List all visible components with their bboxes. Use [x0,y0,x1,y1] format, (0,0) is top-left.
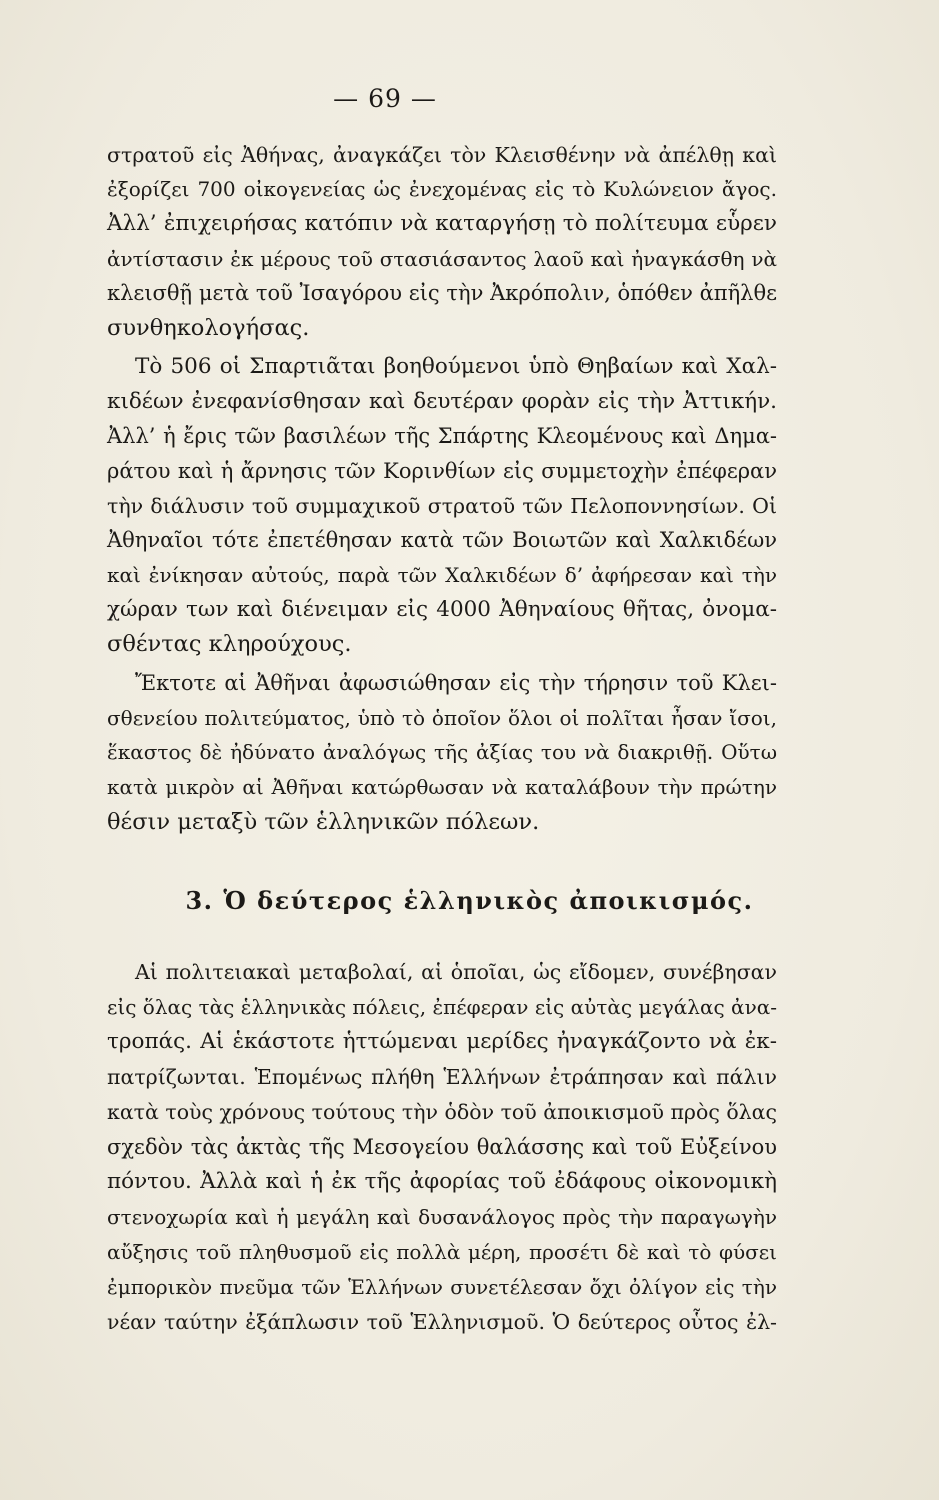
page-number: — 69 — [333,84,437,113]
text-line: τροπάς. Αἱ ἑκάστοτε ἡττώμεναι μερίδες ἠναγκάζοντο νὰ ἐκ- [107,1029,777,1054]
paragraph-start-line: Αἱ πολιτειακαὶ μεταβολαί, αἱ ὁποῖαι, ὡς εἴδομεν, συνέβησαν [135,960,777,984]
text-line: τὴν διάλυσιν τοῦ συμμαχικοῦ στρατοῦ τῶν Πελοποννησίων. Οἱ [107,494,777,518]
text-line: κλεισθῇ μετὰ τοῦ Ἰσαγόρου εἰς τὴν Ἀκρόπολιν, ὁπόθεν ἀπῆλθε [107,281,777,305]
text-line: ἀντίστασιν ἐκ μέρους τοῦ στασιάσαντος λαοῦ καὶ ἠναγκάσθη νὰ [107,247,777,271]
text-line: πόντου. Ἀλλὰ καὶ ἡ ἐκ τῆς ἀφορίας τοῦ ἐδάφους οἰκονομικὴ [107,1169,777,1194]
text-line: σχεδὸν τὰς ἀκτὰς τῆς Μεσογείου θαλάσσης καὶ τοῦ Εὐξείνου [107,1135,777,1159]
text-line: σθενείου πολιτεύματος, ὑπὸ τὸ ὁποῖον ὅλοι οἱ πολῖται ἦσαν ἴσοι, [107,706,777,730]
text-line: ράτου καὶ ἡ ἄρνησις τῶν Κορινθίων εἰς συμμετοχὴν ἐπέφεραν [107,459,777,483]
text-line: στενοχωρία καὶ ἡ μεγάλη καὶ δυσανάλογος πρὸς τὴν παραγωγὴν [107,1205,777,1229]
paragraph-start-line: Ἔκτοτε αἱ Ἀθῆναι ἀφωσιώθησαν εἰς τὴν τήρησιν τοῦ Κλει- [135,671,777,695]
text-line: κατὰ μικρὸν αἱ Ἀθῆναι κατώρθωσαν νὰ καταλάβουν τὴν πρώτην [107,775,777,799]
text-line: συνθηκολογήσας. [107,315,310,341]
text-line: κιδέων ἐνεφανίσθησαν καὶ δευτέραν φορὰν εἰς τὴν Ἀττικήν. [107,389,777,414]
text-line: Ἀλλ’ ἡ ἔρις τῶν βασιλέων τῆς Σπάρτης Κλεομένους καὶ Δημα- [107,424,777,448]
text-line: κατὰ τοὺς χρόνους τούτους τὴν ὁδὸν τοῦ ἀποικισμοῦ πρὸς ὅλας [107,1100,777,1124]
text-line: σθέντας κληρούχους. [107,631,352,657]
paragraph-start-line: Τὸ 506 οἱ Σπαρτιᾶται βοηθούμενοι ὑπὸ Θηβαίων καὶ Χαλ- [135,354,777,379]
section-heading: 3. Ὁ δεύτερος ἑλληνικὸς ἀποικισμός. [185,886,754,915]
text-line: θέσιν μεταξὺ τῶν ἑλληνικῶν πόλεων. [107,809,540,835]
text-line: ἐξορίζει 700 οἰκογενείας ὡς ἐνεχομένας εἰς τὸ Κυλώνειον ἄγος. [107,177,777,201]
text-line: εἰς ὅλας τὰς ἑλληνικὰς πόλεις, ἐπέφεραν εἰς αὐτὰς μεγάλας ἀνα- [107,995,777,1019]
text-line: ἐμπορικὸν πνεῦμα τῶν Ἑλλήνων συνετέλεσαν ὄχι ὀλίγον εἰς τὴν [107,1275,777,1299]
text-line: καὶ ἐνίκησαν αὐτούς, παρὰ τῶν Χαλκιδέων δ’ ἀφήρεσαν καὶ τὴν [107,563,777,587]
text-line: πατρίζωνται. Ἑπομένως πλήθη Ἑλλήνων ἐτράπησαν καὶ πάλιν [107,1065,777,1089]
text-line: χώραν των καὶ διένειμαν εἰς 4000 Ἀθηναίους θῆτας, ὀνομα- [107,597,777,622]
text-line: στρατοῦ εἰς Ἀθήνας, ἀναγκάζει τὸν Κλεισθένην νὰ ἀπέλθῃ καὶ [107,143,777,167]
text-line: αὔξησις τοῦ πληθυσμοῦ εἰς πολλὰ μέρη, προσέτι δὲ καὶ τὸ φύσει [107,1240,777,1264]
text-line: νέαν ταύτην ἐξάπλωσιν τοῦ Ἑλληνισμοῦ. Ὁ δεύτερος οὗτος ἐλ- [107,1310,777,1334]
text-line: Ἀλλ’ ἐπιχειρήσας κατόπιν νὰ καταργήσῃ τὸ πολίτευμα εὗρεν [107,211,777,236]
text-line: Ἀθηναῖοι τότε ἐπετέθησαν κατὰ τῶν Βοιωτῶν καὶ Χαλκιδέων [107,528,777,552]
text-line: ἕκαστος δὲ ἠδύνατο ἀναλόγως τῆς ἀξίας του νὰ διακριθῇ. Οὕτω [107,740,777,764]
